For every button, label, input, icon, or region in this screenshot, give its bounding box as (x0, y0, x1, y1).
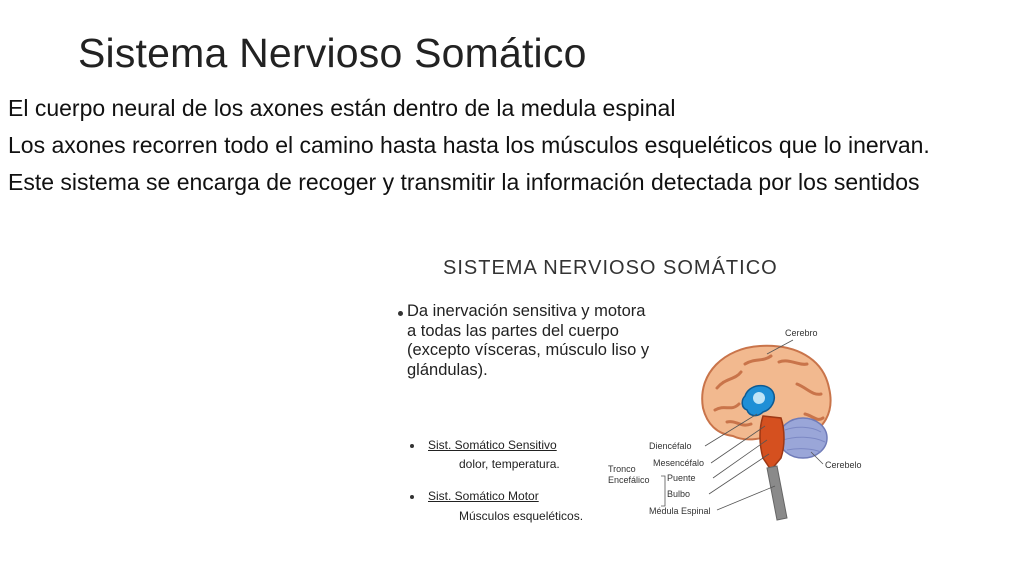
bullet-item: Los axones recorren todo el camino hasta hasta los músculos esqueléticos que lo inervan. (8, 132, 930, 158)
brain-diagram (645, 318, 870, 528)
label-tronco-line1: Tronco (608, 464, 636, 474)
label-tronco-line2: Encefálico (608, 475, 650, 485)
figure-main-point-text: Da inervación sensitiva y motora a todas las partes del cuerpo (excepto vísceras, músculo liso y glándulas). (407, 302, 650, 379)
spinal-cord-shape (767, 466, 787, 520)
label-puente: Puente (667, 473, 696, 483)
figure-item-label: Sist. Somático Motor (428, 489, 539, 503)
bullet-list (8, 94, 1008, 205)
figure-main-point (407, 302, 652, 380)
figure-title: SISTEMA NERVIOSO SOMÁTICO (443, 257, 778, 279)
figure-item-description: dolor, temperatura. (459, 457, 560, 471)
figure-item-label: Sist. Somático Sensitivo (428, 438, 557, 452)
brainstem-shape (760, 416, 784, 470)
label-tronco-encefalico (608, 464, 650, 486)
bullet-item: El cuerpo neural de los axones están dentro de la medula espinal (8, 95, 676, 121)
label-cerebro: Cerebro (785, 328, 818, 338)
slide-title: Sistema Nervioso Somático (78, 30, 587, 76)
figure-item-description: Músculos esqueléticos. (459, 509, 584, 523)
bullet-dot-icon (398, 311, 403, 316)
bullet-item: Este sistema se encarga de recoger y transmitir la información detectada por los sentidos (8, 169, 920, 195)
label-diencefalo: Diencéfalo (649, 441, 692, 451)
somatic-system-figure (395, 254, 895, 576)
bullet-dot-icon (410, 444, 414, 448)
label-cerebelo: Cerebelo (825, 460, 862, 470)
label-medula: Médula Espinal (649, 506, 711, 516)
label-mesencefalo: Mesencéfalo (653, 458, 705, 468)
label-bulbo: Bulbo (667, 489, 691, 499)
bullet-dot-icon (410, 495, 414, 499)
